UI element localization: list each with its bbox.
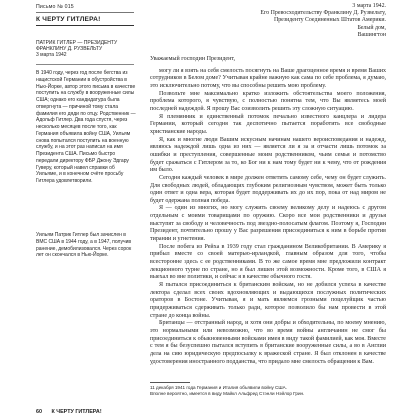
- body-paragraph: После побега из Рейха в 1939 году стал гражданином Великобритании. В Америку я прибыл вместе со своей матерью-ирландкой, главным образом для того, чтобы всесторонне здесь с ее родственниками. В то же самое время мне предложили контракт лекционного турне по стране, но я был лишен этой возможности. Кроме того, в США я выехал во вне политики, и сейчас я в качестве обычного гостя.: [150, 243, 386, 281]
- body-paragraph: Я племянник и единственный потомок печально известного канцлера и лидера Германии, который сегодня так деспотично пытается поработить все свободные христианские народы.: [150, 113, 386, 135]
- footnote-1-text: 11 декабря 1941 года Германия и Италия объявили войну США.: [150, 385, 287, 390]
- letter-heading: [36, 40, 136, 59]
- heading-date: 3 марта 1942: [36, 52, 67, 59]
- footnote-rule: [150, 382, 190, 383]
- footnote-2: [150, 391, 386, 397]
- heading-title-line-1: ПАТРИК ГИТЛЕР — ПРЕЗИДЕНТУ: [36, 40, 118, 46]
- body-paragraph: могу ли я взять на себя смелость посягнуть на Ваше драгоценное время и время Ваших сотрудников в Белом доме? Учитывая крайне важную как сама по себе проблема, я думаю, это исключительно потому, что вы способны решить мою проблему.: [150, 67, 386, 89]
- letter-greeting: Уважаемый господин Президент,: [150, 56, 236, 62]
- place-line-1: Белый дом,: [357, 24, 386, 31]
- heading-title-line-2: ФРАНКЛИНУ Д. РУЗВЕЛЬТУ: [36, 46, 103, 53]
- letter-date: 3 марта 1942.: [352, 3, 386, 9]
- bio-paragraph-2: [36, 232, 136, 259]
- letter-number: Письмо № 015: [36, 4, 74, 10]
- footnote-2-text: Вполне вероятно, имеется в виду Майкл Альфред Стэнли Нэйлор Грин.: [150, 391, 305, 396]
- section-title: К ЧЕРТУ ГИТЛЕРА!: [36, 16, 101, 23]
- heading-rule: [36, 64, 134, 65]
- bio-paragraph-1-text: В 1940 году, через год после бегства из нацистской Германии в обустройства в Нью-Йорке, автор этого письма в качестве поступить на службу в вооруженные силы США; однако его кандидатура была отвергнута — причиной тому стала фамилия его дяди по отцу. Родственник — Адольф Гитлер. Два года спустя, через несколько месяцев после того, как Германия объявила войну США, Уильям снова попытался поступить на военную службу, и на этот раз написал на имя Президента США. Письмо быстро передали директору ФБР Джону Эдгару Гуверу, который навел справки об Уильяме, и в конечном счёте просьбу Гитлера удовлетворили.: [36, 70, 136, 184]
- place-line-2: Вашингтон: [357, 31, 386, 38]
- footnotes: [150, 385, 386, 397]
- addressee-line-2: Президенту Соединенных Штатов Америки.: [273, 17, 386, 24]
- running-title: К ЧЕРТУ ГИТЛЕРА!: [51, 409, 102, 415]
- body-paragraph: Я — один из многих, но могу служить своему великому делу и надеюсь с другом отдельным с моими товарищами по оружию. Скоро все мои родственники и друзья выступят за свободу и человечность под звездно-полосатым флагом. Поэтому я, Господин Президент, почтительно прошу у Вас разрешения присоединиться к ним в борьбе против тирании и угнетения.: [150, 205, 386, 243]
- letter-number-rule: [36, 12, 134, 13]
- body-paragraph: Британцы — отстранный народ, и хотя они добры и обходительны, по моему мнению, это нормальными или невозможно, что во время войны англичанин не смог бы присоединиться к обыкновенными войсками имея в виду такой фамилией, как моя. Вместе с тем я бы безуспешно пытался вступить в британские вооруженные силы, а во в Англии дела на сию юридическую предпосылку к вражеской стране. Я был отклонен в качестве удостоверения иностранного подданства, что придало мне смелость обращения к Вам.: [150, 320, 386, 365]
- bio-paragraph-1: [36, 70, 136, 185]
- page-number: 60: [36, 409, 42, 415]
- page-footer: [36, 409, 110, 415]
- body-paragraph: Я пытался присоединиться к британским войскам, но не добился успеха в качестве лектора сделал всех своих вдохновляющих и выдающихся послужных политических ораторов в Бостоне. Учитывая, я и мать являемся грозными поцелуйщик частью придерживаться сдерживать только ради, которое позволило бы нам провести в этой стране до конца войны.: [150, 282, 386, 319]
- letter-body: [150, 56, 386, 366]
- body-paragraph: Сегодня каждый человек в мире должен ответить самому себе, чему он будет служить. Для свободных людей, обладающих глубоким религиозным чувством, может быть только один ответ и одна вера, которая будет поддерживать их до их пор, пока от над миром не будет одержана полная победа.: [150, 174, 386, 204]
- bio-paragraph-2-text: Уильям Патрик Гитлер был зачислен в ВМС США в 1944 году, а в 1947, получив ранение, демобилизовался. Через сорок лет он скончался в Нью-Йорке.: [36, 232, 132, 259]
- addressee-line-1: Его Превосходительству Франклину Д. Рузвельту,: [260, 10, 386, 17]
- letter-header: [150, 3, 386, 39]
- section-title-rule: [36, 25, 134, 26]
- body-paragraph: Я, как и многие люди Вашим искусным начинам нашего вероисповедания и надежд, являюсь надеждой лишь одна из них — является ли я за и отчасти лишь потомок за ошибки и преступления, совершенные моим родственником, чьим семья и потомство будет сражаться с Гитлером за то, ко Бог ни к нам тому будет ни к чему, что от рождения им было.: [150, 136, 386, 174]
- body-paragraph: Позвольте мне максимально кратко изложить обстоятельства моего положения, проблема которого, я чувствую, с полностью понятна тем, что Вы являетесь моей последней надеждой. Я прошу Вас соизволить решить эту сложную ситуацию.: [150, 90, 386, 112]
